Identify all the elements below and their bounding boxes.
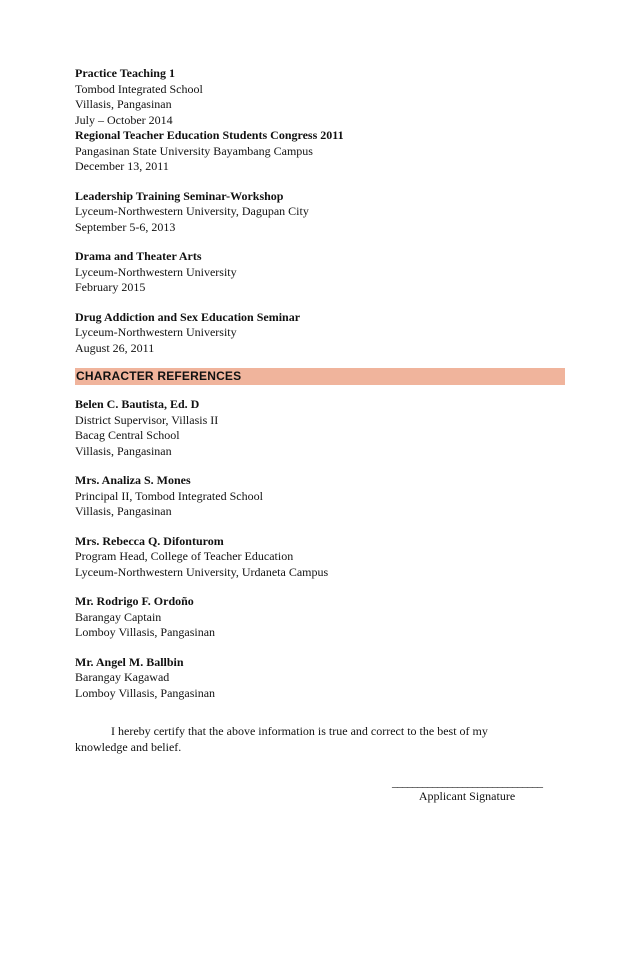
training-detail: Lyceum-Northwestern University, Dagupan City [75,204,309,218]
certification-text-1: I hereby certify that the above information is true and correct to the best of my [111,724,488,738]
training-detail: Lyceum-Northwestern University [75,325,237,339]
reference-detail: Lomboy Villasis, Pangasinan [75,685,216,700]
reference-detail: Lomboy Villasis, Pangasinan [75,625,216,639]
training-title: Practice Teaching 1 [75,66,175,80]
training-entry [75,128,565,175]
reference-name: Mr. Rodrigo F. Ordoño [75,594,194,608]
training-detail: July – October 2014 [75,112,173,127]
training-detail: Lyceum-Northwestern University [75,264,237,279]
training-entry [75,66,565,128]
signature-label: Applicant Signature [418,789,516,803]
training-detail: August 26, 2011 [75,340,155,355]
spacer [75,641,565,655]
certification-text-2: knowledge and belief. [75,740,182,754]
reference-detail: Barangay Captain [75,609,162,624]
training-detail: Villasis, Pangasinan [75,97,172,111]
spacer [75,459,565,473]
training-entry [75,189,565,236]
reference-detail: Villasis, Pangasinan [75,443,172,458]
reference-detail: Barangay Kagawad [75,670,170,684]
reference-detail: Program Head, College of Teacher Education [75,549,294,563]
certification-line [75,723,565,739]
training-detail: September 5-6, 2013 [75,219,176,234]
training-detail: Pangasinan State University Bayambang Campus [75,143,313,158]
training-detail: February 2015 [75,280,146,294]
reference-detail: Lyceum-Northwestern University, Urdaneta Campus [75,564,329,579]
resume-page [75,66,565,755]
reference-entry [75,594,565,641]
reference-entry [75,397,565,459]
reference-detail: District Supervisor, Villasis II [75,412,219,427]
training-title: Leadership Training Seminar-Workshop [75,188,284,203]
reference-detail: Principal II, Tombod Integrated School [75,488,263,503]
training-title: Drama and Theater Arts [75,249,202,263]
reference-entry [75,534,565,581]
spacer [75,175,565,189]
section-heading-character-references: CHARACTER REFERENCES [75,368,565,385]
training-title: Regional Teacher Education Students Congress 2011 [75,128,344,142]
reference-name: Belen C. Bautista, Ed. D [75,397,200,411]
certification-statement [75,723,565,755]
reference-detail: Bacag Central School [75,428,180,442]
training-entry [75,310,565,357]
reference-name: Mrs. Analiza S. Mones [75,473,191,487]
training-entry [75,249,565,296]
spacer [75,296,565,310]
spacer [75,580,565,594]
reference-name: Mrs. Rebecca Q. Difonturom [75,533,224,548]
reference-detail: Villasis, Pangasinan [75,504,172,518]
reference-name: Mr. Angel M. Ballbin [75,654,184,669]
reference-entry [75,473,565,520]
reference-entry [75,655,565,702]
spacer [75,235,565,249]
training-detail: Tombod Integrated School [75,81,203,96]
training-detail: December 13, 2011 [75,159,169,173]
training-title: Drug Addiction and Sex Education Seminar [75,309,301,324]
spacer [75,520,565,534]
signature-block [374,776,560,804]
signature-line: ______________________________ [392,776,542,788]
